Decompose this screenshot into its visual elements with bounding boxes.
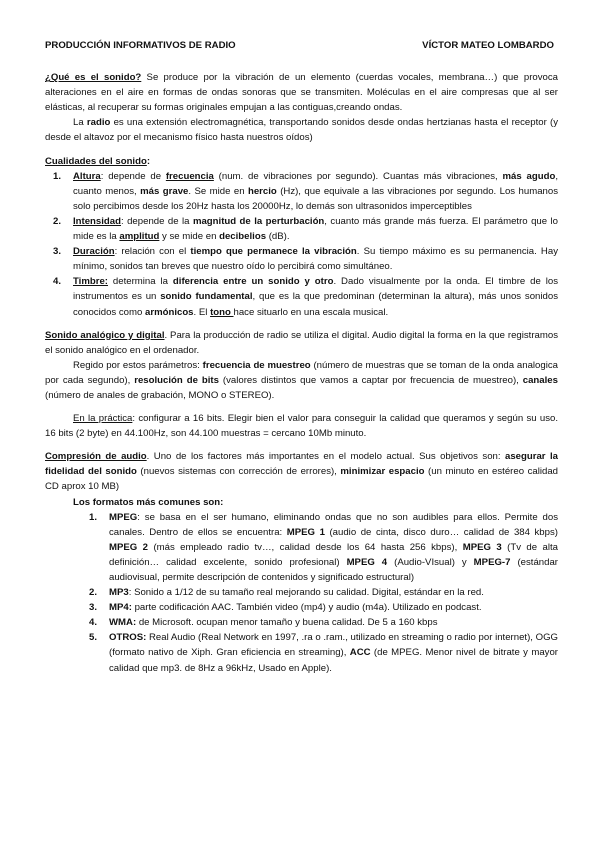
list-item-wma: 4. WMA: de Microsoft. ocupan menor tamaño y buena calidad. De 5 a 160 kbps [89, 617, 438, 629]
compresion-heading: Compresión de audio [45, 451, 147, 463]
list-item-duracion: 3. Duración: relación con el tiempo que permanece la vibración. Su tiempo máximo es su permanencia. Hay mínimo, sonidos tan breves que nuestro oído lo percibirá como simultáneo. [53, 246, 558, 273]
list-item-intensidad: 2. Intensidad: depende de la magnitud de la perturbación, cuanto más grande más fuerza. El parámetro que lo mide es la amplitud y se mide en decibelios (dB). [53, 215, 558, 243]
cualidades-heading: Cualidades del sonido: [45, 155, 151, 167]
header-author: VÍCTOR MATEO LOMBARDO [422, 40, 554, 51]
header-course-title: PRODUCCIÓN INFORMATIVOS DE RADIO [45, 40, 236, 51]
intro-question: ¿Qué es el sonido? [45, 72, 142, 84]
analogico-heading: Sonido analógico y digital [45, 329, 165, 341]
list-item-mp3: 2. MP3: Sonido a 1/12 de su tamaño real mejorando su calidad. Digital, estándar en la red. [89, 587, 484, 599]
compresion-paragraph: Compresión de audio. Uno de los factores más importantes en el modelo actual. Sus objetivos son: asegurar la fidelidad del sonido (nuevos sistemas con corrección de errores), minimizar espacio (un minuto en estéreo calidad CD aprox 10 MB) [45, 451, 559, 493]
intro-paragraph: ¿Qué es el sonido? Se produce por la vibración de un elemento (cuerdas vocales, membrana…) que provoca alteraciones en el aire en formas de ondas sonoras que se transmiten. Moléculas en el aire compresas que al ser elásticas, al recuperar su formas originales empujan a las contiguas,creando ondas. [45, 72, 558, 114]
list-item-mpeg: 1. MPEG: se basa en el ser humano, eliminando ondas que no son audibles para ellos. Permite dos canales. Dentro de ellos se encuentra: MPEG 1 (audio de cinta, disco duro… calidad de 384 kbps) MPEG 2 (más empleado radio tv…, calidad desde los 64 hasta 256 kbps), MPEG 3 (Tv de alta definición… calidad excelente, sonido profesional) MPEG 4 (Audio-VIsual) y MPEG-7 (estándar audiovisual, permite descripción de contenidos y significado estructural) [89, 511, 558, 583]
formatos-list [81, 510, 558, 676]
list-item-timbre: 4. Timbre: determina la diferencia entre un sonido y otro. Dado visualmente por la onda. El timbre de los instrumentos es un sonido fundamental, que es la que predominan (determinan la altura), más unos sonidos conocidos como armónicos. El tono hace situarlo en una escala musical. [53, 276, 559, 318]
page-header [45, 38, 558, 53]
analogico-paragraph: Sonido analógico y digital. Para la producción de radio se utiliza el digital. Audio digital la forma en la que registramos el sonido analógico en el ordenador. [45, 329, 558, 356]
parametros-paragraph: Regido por estos parámetros: frecuencia de muestreo (número de muestras que se toman de la onda analogica por cada segundo), resolución de bits (valores distintos que vamos a captar por frecuencia de muestreo), canales (número de anales de grabación, MONO o STEREO). [45, 359, 558, 401]
list-item-mp4: 3. MP4: parte codificación AAC. También video (mp4) y audio (m4a). Utilizado en podcast. [89, 602, 482, 614]
formatos-heading: Los formatos más comunes son: [73, 496, 224, 508]
radio-paragraph: La radio es una extensión electromagnética, transportando sonidos desde ondas hertzianas hasta el receptor (y desde el altavoz por el mecanismo físico hasta nuestros oídos) [45, 117, 558, 144]
list-item-otros: 5. OTROS: Real Audio (Real Network en 1997, .ra o .ram., utilizado en streaming o radio por internet), OGG (formato nativo de Xiph. Gran eficiencia en streaming), ACC (de MPEG. Menor nivel de bitrate y mayor calidad que mp3. de 8Hz a 96kHz, Usado en Apple). [89, 632, 558, 674]
practica-paragraph: En la práctica: configurar a 16 bits. Elegir bien el valor para conseguir la calidad que queramos y según su uso. 16 bits (2 byte) en 44.100Hz, son 44.100 muestras = cercano 10Mb minuto. [45, 413, 558, 440]
list-item-altura: 1. Altura: depende de frecuencia (num. de vibraciones por segundo). Cuantas más vibraciones, más agudo, cuanto menos, más grave. Se mide en hercio (Hz), que equivale a las vibraciones por segundo. Los humanos solo percibimos desde los 20Hz hasta los 20000Hz, lo demás son ultrasonidos imperceptibles [53, 170, 558, 212]
cualidades-list [45, 169, 558, 320]
